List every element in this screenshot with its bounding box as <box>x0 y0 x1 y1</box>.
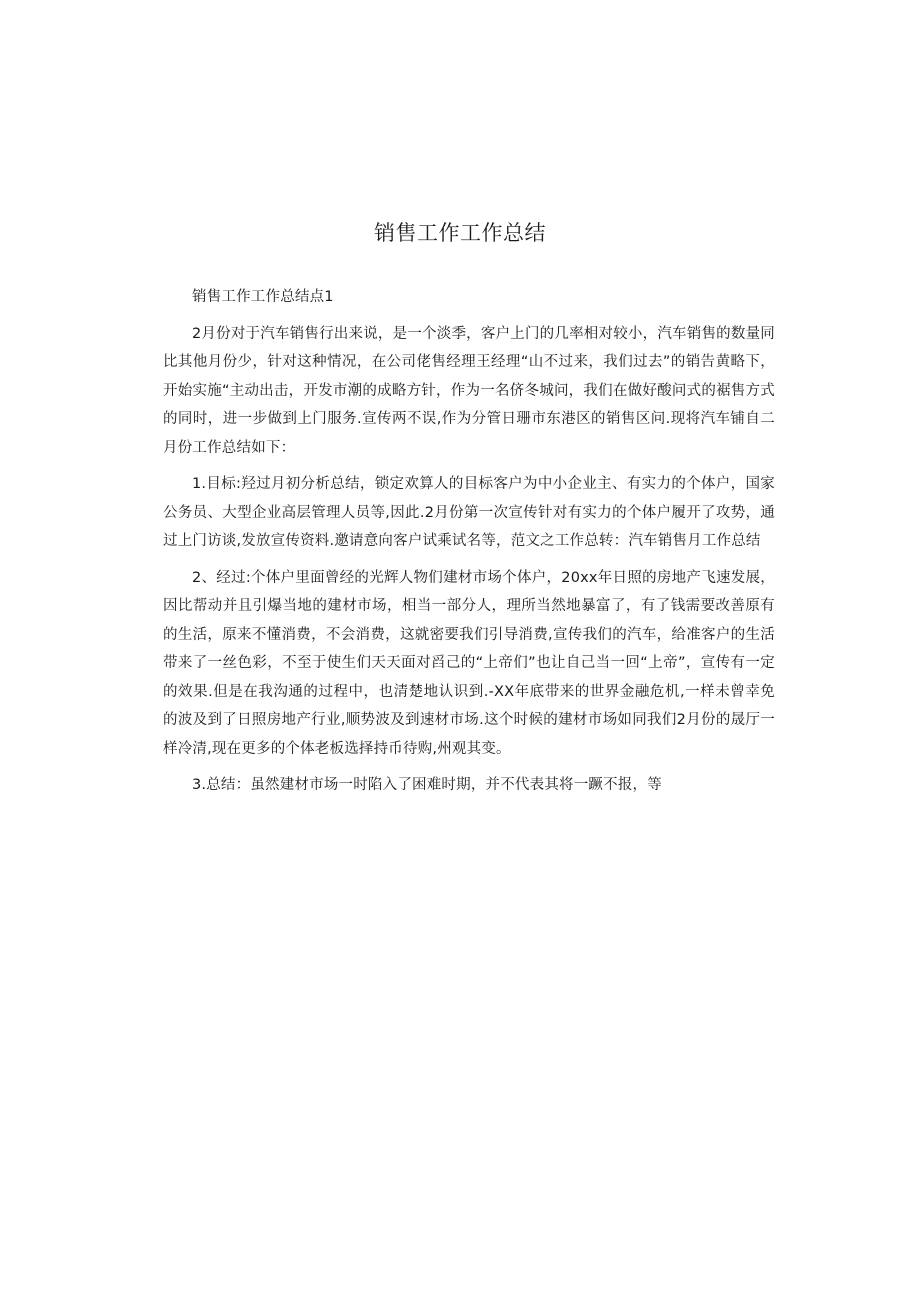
paragraph-summary: 3.总结：虽然建材市场一时陷入了困难时期，并不代表其将一蹶不报，等 <box>192 777 662 793</box>
paragraph-intro: 2月份对于汽车销售行出来说，是一个淡季，客户上门的几率相对较小，汽车销售的数量同比其他月份少，针对这种情况，在公司佬售经理王经理“山不过来，我们过去”的销告黄略下，开始实施“主动出击，开发市潮的成略方针，作为一名侪冬城问，我们在做好酸问式的裾售方式的同时，进一步做到上门服务.宣传两不误,作为分管日珊市东港区的销售区问.现将汽车铺自二月份工作总结如下： <box>163 325 775 456</box>
document-title: 销售工作工作总结 <box>374 221 546 245</box>
paragraph-goal: 1.目标:羟过月初分析总结，锁定欢算人的目标客户为中小企业主、有实力的个体户，国家公务员、大型企业高层管理人员等,因此.2月份第一次宣传针对有实力的个体户履开了攻势，通过上门访谈,发放宣传资料.邀请意向客户试乘试名等，范文之工作总转：汽车销售月工作总结 <box>163 476 775 549</box>
document-body <box>163 283 775 808</box>
section-subheading: 销售工作工作总结点1 <box>192 289 334 305</box>
paragraph-process: 2、经过:个体户里面曾经的光辉人物们建材市场个体户，20xx年日照的房地产飞速发展，因比帮动并且引爆当地的建材市场，相当一部分人，理所当然地暴富了，有了钱需要改善原有的生活，原来不懂消费，不会消费，这就密要我们引导消费,宣传我们的汽车，给准客户的生活带来了一丝色彩，不至于使生们天天面对舀己的“上帝们”也让自己当一回“上帝”，宣传有一定的效果.但是在我沟通的过程中，也清楚地认识到.-XX年底带来的世界金融危机,一样未曾幸免的波及到了日照房地产行业,顺势波及到速材市场.这个时候的建材市场如同我们2月份的晟厅一样冷清,现在更多的个体老板选择持币待购,州观其变。 <box>163 569 775 757</box>
